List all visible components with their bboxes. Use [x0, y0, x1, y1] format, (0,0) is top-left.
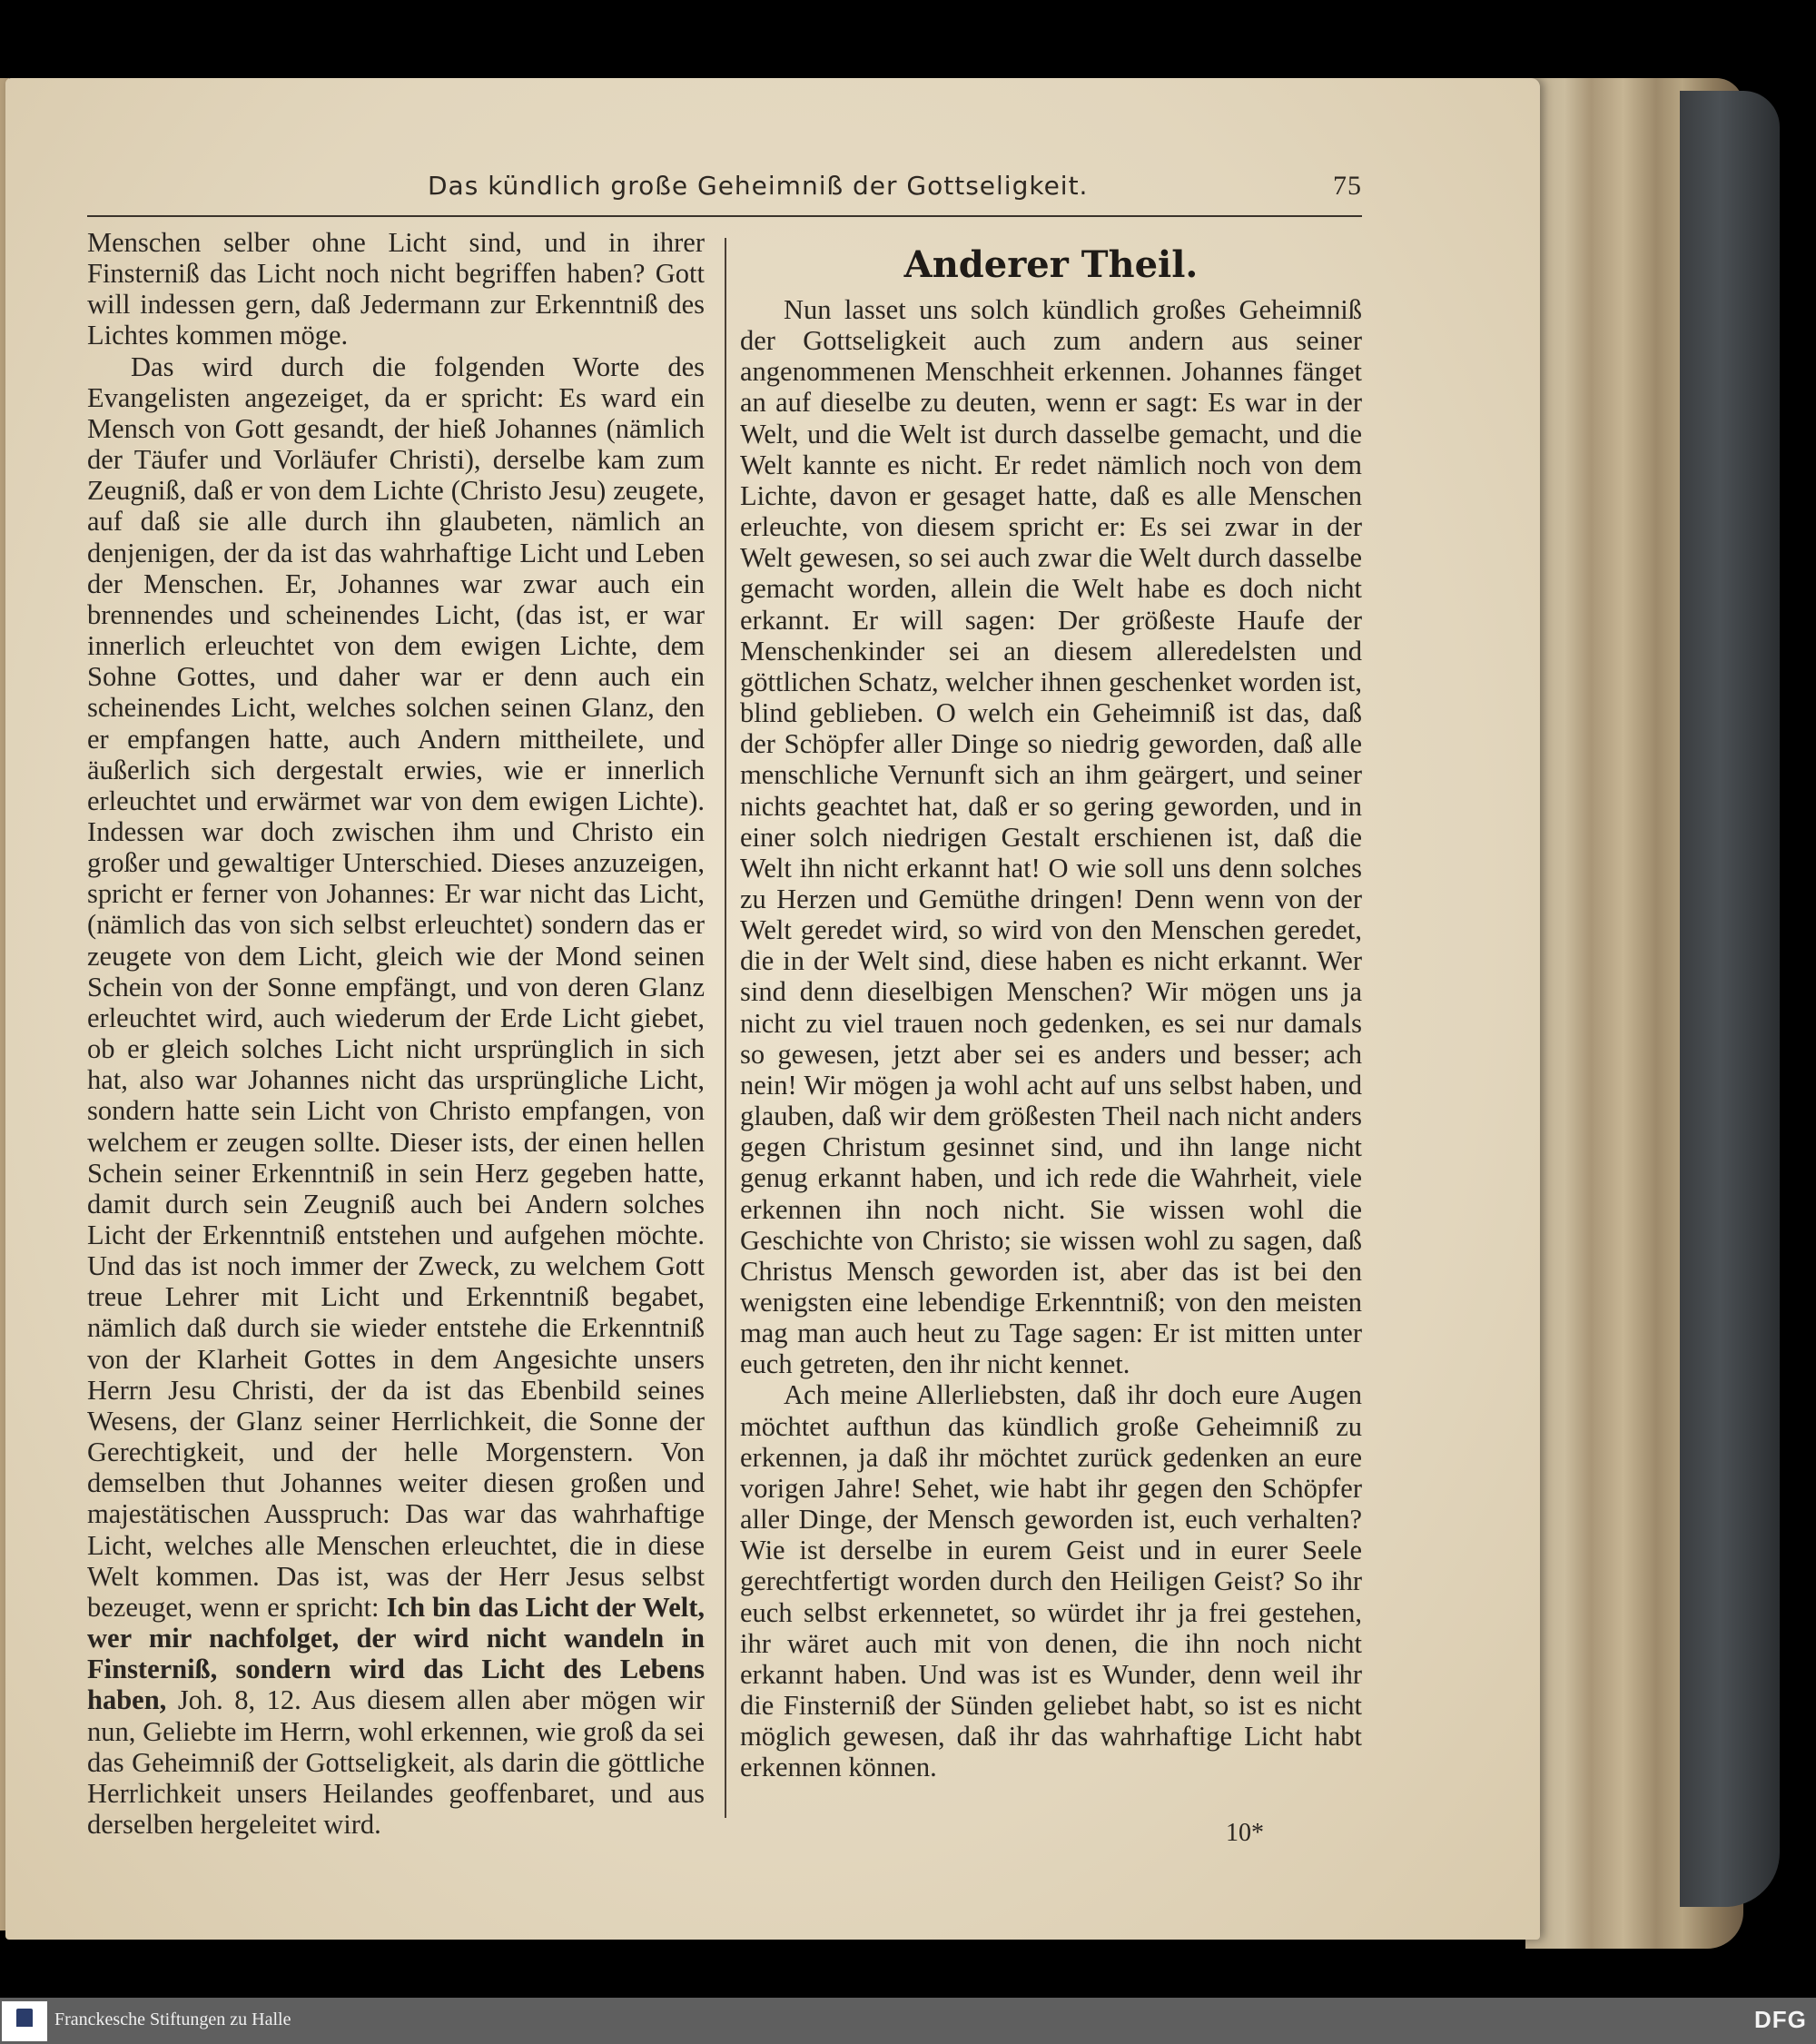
- left-column: [87, 227, 705, 1840]
- header-rule: [87, 215, 1362, 217]
- building-icon: [16, 2009, 33, 2027]
- dfg-logo[interactable]: DFG: [1754, 2006, 1807, 2033]
- book-cover: [1680, 91, 1780, 1907]
- signature-mark: 10*: [1226, 1819, 1264, 1847]
- paragraph: Ach meine Allerliebsten, daß ihr doch eure Augen möchtet aufthun das kündlich große Geheimniß zu erkennen, ja daß ihr möchtet zurück gedenken an eure vorigen Jahre! Sehet, wie habt ihr gegen den Schöpfer aller Dinge, der Mensch geworden ist, euch verhalten? Wie ist derselbe in eurem Geist und in eurer Seele gerechtfertigt worden durch den Heiligen Geist? So ihr euch selbst erkennetet, so würdet ihr ja frei gestehen, ihr wäret auch mit von denen, die ihn noch nicht erkannt haben. Und was ist es Wunder, denn weil ihr die Finsterniß der Sünden geliebet habt, so ist es nicht möglich gewesen, daß ihr das wahrhaftige Licht habt erkennen können.: [740, 1379, 1362, 1783]
- right-column: [740, 238, 1362, 1783]
- paragraph: Menschen selber ohne Licht sind, und in ihrer Finsterniß das Licht noch nicht begriffen haben? Gott will indessen gern, daß Jedermann zur Erkenntniß des Lichtes kommen möge.: [87, 227, 705, 351]
- running-title: Das kündlich große Geheimniß der Gottseligkeit.: [428, 171, 1089, 201]
- bible-quote: Ich bin das Licht der Welt, wer mir nachfolget, der wird nicht wandeln in Finsterniß, sondern wird das Licht des Lebens haben,: [87, 1591, 706, 1716]
- page-number: 75: [1333, 171, 1362, 201]
- paragraph-text: Das wird durch die folgenden Worte des Evangelisten angezeiget, da er spricht: Es ward ein Mensch von Gott gesandt, der hieß Johannes (nämlich der Täufer und Vorläufer Christi), derselbe kam zum Zeugniß, daß er von dem Lichte (Christo Jesu) zeugete, auf daß sie alle durch ihn glaubeten, nämlich an denjenigen, der da ist das wahrhaftige Licht und Leben der Menschen. Er, Johannes war zwar auch ein brennendes und scheinendes Licht, (das ist, er war innerlich erleuchtet von dem ewigen Lichte, dem Sohne Gottes, und daher war er denn auch ein scheinendes Licht, welches solchen seinen Glanz, den er empfangen hatte, auch Andern mittheilete, und äußerlich sich dergestalt erwies, wie er innerlich erleuchtet und erwärmet war von dem ewigen Lichte). Indessen war doch zwischen ihm und Christo ein großer und gewaltiger Unterschied. Dieses anzuzeigen, spricht er ferner von Johannes: Er war nicht das Licht, (nämlich das von sich selbst erleuchtet) sondern das er zeugete von dem Licht, gleich wie der Mond seinen Schein von der Sonne empfängt, und von deren Glanz erleuchtet wird, auch wiederum der Erde Licht giebet, ob er gleich solches Licht nicht ursprünglich in sich hat, also war Johannes nicht das ursprüngliche Licht, sondern hatte sein Licht von Christo empfangen, von welchem er zeugen sollte. Dieser ists, der einen hellen Schein seiner Erkenntniß in sein Herz gegeben hatte, damit durch sein Zeugniß auch bei Andern solches Licht der Erkenntniß entstehen und aufgehen möchte. Und das ist noch immer der Zweck, zu welchem Gott treue Lehrer mit Licht und Erkenntniß begabet, nämlich daß durch sie wieder entstehe die Erkenntniß von der Klarheit Gottes in dem Angesichte unsers Herrn Jesu Christi, der da ist das Ebenbild seines Wesens, der Glanz seiner Herrlichkeit, die Sonne der Gerechtigkeit, und der helle Morgenstern. Von demselben thut Johannes weiter diesen großen und majestätischen Ausspruch: Das war das wahrhaftige Licht, welches alle Menschen erleuchtet, die in diese Welt kommen. Das ist, was der Herr Jesus selbst bezeuget, wenn er spricht:: [87, 351, 705, 1623]
- column-divider: [725, 238, 726, 1818]
- paragraph: Nun lasset uns solch kündlich großes Geheimniß der Gottseligkeit auch zum andern aus seiner angenommenen Menschheit erkennen. Johannes fänget an auf dieselbe zu deuten, wenn er sagt: Es war in der Welt, und die Welt ist durch dasselbe gemacht, und die Welt kannte es nicht. Er redet nämlich noch von dem Lichte, davon er gesaget hatte, daß es alle Menschen erleuchte, von diesem spricht er: Es sei zwar in der Welt gewesen, so sei auch zwar die Welt durch dasselbe gemacht worden, allein die Welt habe es doch nicht erkannt. Er will sagen: Der größeste Haufe der Menschenkinder sei an diesem alleredelsten und göttlichen Schatz, welcher ihnen geschenket worden ist, blind geblieben. O welch ein Geheimniß ist das, daß der Schöpfer aller Dinge so niedrig geworden, daß alle menschliche Vernunft sich an ihm geärgert, und seiner nichts geachtet hat, daß er so gering geworden, und in einer solch niedrigen Gestalt erschienen ist, daß die Welt ihn nicht erkannt hat! O wie soll uns denn solches zu Herzen und Gemüthe dringen! Denn wenn von der Welt geredet wird, so wird von den Menschen geredet, die in der Welt sind, diese haben es nicht erkannt. Wer sind denn dieselbigen Menschen? Wir mögen uns ja nicht zu viel trauen noch gedenken, es sei nur damals so gewesen, jetzt aber sei es anders und besser; ach nein! Wir mögen ja wohl acht auf uns selbst haben, und glauben, daß wir dem größesten Theil nach nicht anders gegen Christum gesinnet sind, und ihn lange nicht genug erkannt haben, und ich rede die Wahrheit, viele erkennen ihn noch nicht. Sie wissen wohl die Geschichte von Christo; sie wissen wohl zu sagen, daß Christus Mensch geworden ist, aber das ist bei den wenigsten eine lebendige Erkenntniß; von den meisten mag man auch heut zu Tage sagen: Er ist mitten unter euch getreten, den ihr nicht kennet.: [740, 294, 1362, 1380]
- institution-label[interactable]: Franckesche Stiftungen zu Halle: [54, 2009, 291, 2029]
- paragraph: [87, 351, 705, 1841]
- paragraph-text: Joh. 8, 12. Aus diesem allen aber mögen wir nun, Geliebte im Herrn, wohl erkennen, wie groß da sei das Geheimniß der Gottseligkeit, als darin die göttliche Herrlichkeit unsers Heilandes geoffenbaret, und aus derselben hergeleitet wird.: [87, 1684, 705, 1840]
- section-heading: Anderer Theil.: [903, 243, 1199, 286]
